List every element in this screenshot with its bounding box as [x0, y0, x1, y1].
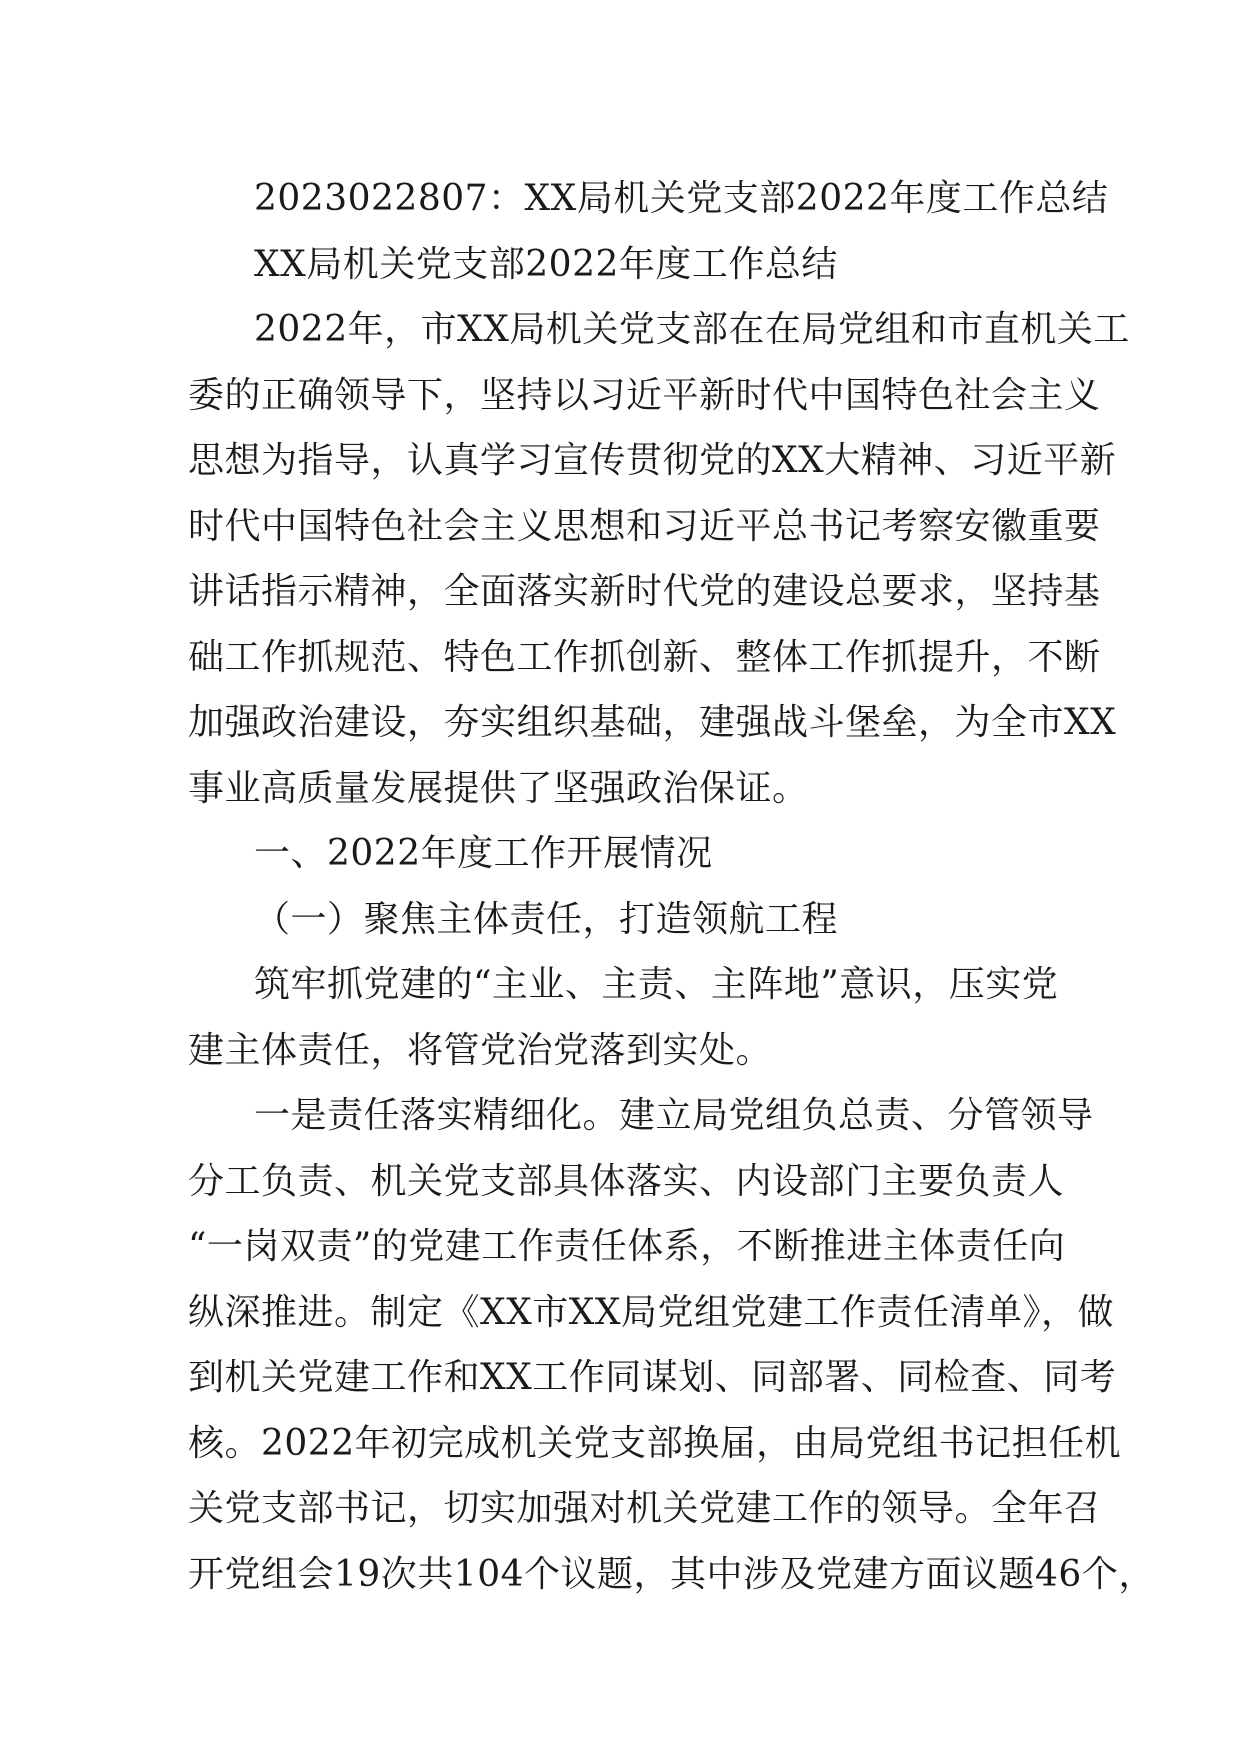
paragraph-line: 委的正确领导下，坚持以习近平新时代中国特色社会主义 — [188, 374, 1101, 416]
paragraph-line: 核。2022年初完成机关党支部换届，由局党组书记担任机 — [188, 1422, 1122, 1464]
paragraph-line: 关党支部书记，切实加强对机关党建工作的领导。全年召 — [188, 1488, 1101, 1529]
paragraph-line: 开党组会19次共104个议题，其中涉及党建方面议题46个， — [188, 1553, 1155, 1595]
section-heading: 一、2022年度工作开展情况 — [254, 833, 713, 874]
paragraph-line: 一是责任落实精细化。建立局党组负总责、分管领导 — [254, 1095, 1094, 1136]
subsection-heading: （一）聚焦主体责任，打造领航工程 — [254, 898, 839, 940]
paragraph-line: 2022年，市XX局机关党支部在在局党组和市直机关工 — [254, 309, 1130, 350]
file-title: 2023022807：XX局机关党支部2022年度工作总结 — [254, 178, 1109, 219]
paragraph-line: 建主体责任，将管党治党落到实处。 — [188, 1029, 773, 1071]
paragraph-line: 思想为指导，认真学习宣传贯彻党的XX大精神、习近平新 — [188, 440, 1117, 481]
paragraph-line: 事业高质量发展提供了坚强政治保证。 — [188, 767, 809, 809]
paragraph-line: 讲话指示精神，全面落实新时代党的建设总要求，坚持基 — [188, 571, 1101, 612]
paragraph-line: 础工作抓规范、特色工作抓创新、整体工作抓提升，不断 — [188, 636, 1101, 678]
paragraph-line: 分工负责、机关党支部具体落实、内设部门主要负责人 — [188, 1160, 1065, 1202]
paragraph-line: “一岗双责”的党建工作责任体系，不断推进主体责任向 — [188, 1226, 1066, 1267]
paragraph-line: 时代中国特色社会主义思想和习近平总书记考察安徽重要 — [188, 505, 1101, 547]
paragraph-line: 筑牢抓党建的“主业、主责、主阵地”意识，压实党 — [254, 964, 1059, 1005]
document-title: XX局机关党支部2022年度工作总结 — [254, 243, 838, 285]
paragraph-line: 纵深推进。制定《XX市XX局党组党建工作责任清单》，做 — [188, 1291, 1115, 1333]
document-body — [188, 166, 1155, 1607]
paragraph-line: 加强政治建设，夯实组织基础，建强战斗堡垒，为全市XX — [188, 702, 1117, 743]
paragraph-line: 到机关党建工作和XX工作同谋划、同部署、同检查、同考 — [188, 1357, 1117, 1398]
